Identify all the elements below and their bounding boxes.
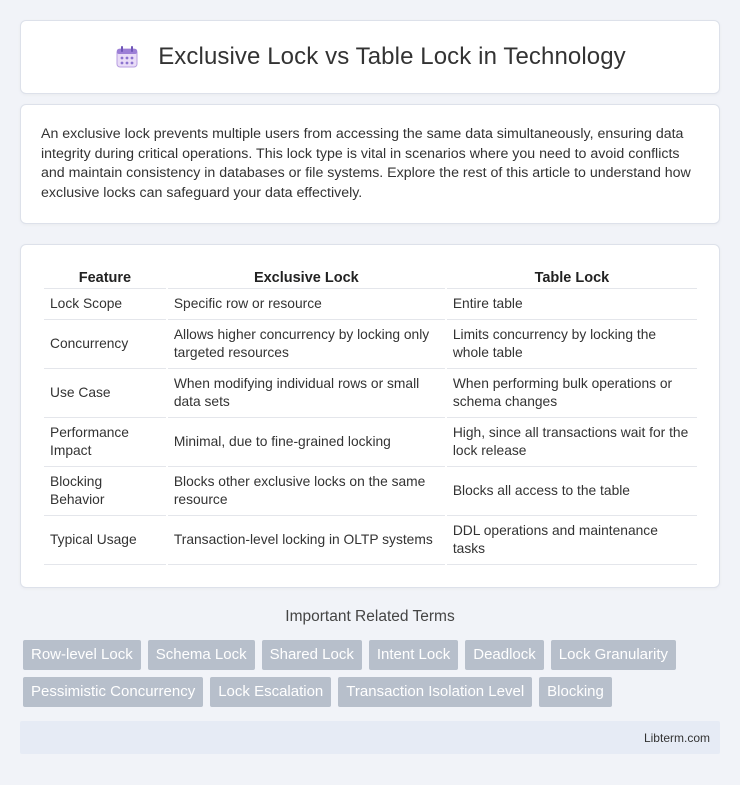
title-wrap: [114, 43, 626, 71]
calendar-icon: [114, 44, 140, 70]
table-cell: Performance Impact: [44, 418, 166, 467]
table-cell: Specific row or resource: [168, 289, 445, 320]
tag-intent-lock[interactable]: Intent Lock: [369, 640, 458, 670]
table-cell: Transaction-level locking in OLTP systems: [168, 516, 445, 565]
table-header-row: [44, 265, 697, 289]
comparison-table: [42, 265, 699, 565]
tag-pessimistic-concurrency[interactable]: Pessimistic Concurrency: [23, 677, 203, 707]
tag-schema-lock[interactable]: Schema Lock: [148, 640, 255, 670]
table-cell: Blocks all access to the table: [447, 467, 697, 516]
tag-row-level-lock[interactable]: Row-level Lock: [23, 640, 141, 670]
table-row: [44, 369, 697, 418]
header-card: [20, 20, 720, 94]
table-cell: When modifying individual rows or small data sets: [168, 369, 445, 418]
tag-lock-granularity[interactable]: Lock Granularity: [551, 640, 676, 670]
table-cell: Blocking Behavior: [44, 467, 166, 516]
column-header-table-lock: Table Lock: [447, 265, 697, 289]
tag-shared-lock[interactable]: Shared Lock: [262, 640, 362, 670]
table-cell: Typical Usage: [44, 516, 166, 565]
table-cell: High, since all transactions wait for the lock release: [447, 418, 697, 467]
table-cell: DDL operations and maintenance tasks: [447, 516, 697, 565]
tag-transaction-isolation-level[interactable]: Transaction Isolation Level: [338, 677, 532, 707]
footer: [20, 721, 720, 754]
column-header-feature: Feature: [44, 265, 166, 289]
table-cell: Entire table: [447, 289, 697, 320]
footer-site-name[interactable]: Libterm.com: [643, 730, 710, 745]
table-row: [44, 467, 697, 516]
table-cell: Lock Scope: [44, 289, 166, 320]
column-header-exclusive-lock: Exclusive Lock: [168, 265, 445, 289]
table-row: [44, 516, 697, 565]
related-terms-title: Important Related Terms: [285, 608, 455, 625]
comparison-card: [20, 244, 720, 588]
table-cell: Allows higher concurrency by locking only targeted resources: [168, 320, 445, 369]
intro-card: [20, 104, 720, 224]
table-cell: Minimal, due to fine-grained locking: [168, 418, 445, 467]
table-row: [44, 418, 697, 467]
table-cell: Use Case: [44, 369, 166, 418]
tag-deadlock[interactable]: Deadlock: [465, 640, 544, 670]
table-row: [44, 320, 697, 369]
table-cell: Blocks other exclusive locks on the same resource: [168, 467, 445, 516]
tag-row: [23, 677, 723, 707]
related-terms-tags: [23, 640, 723, 714]
tag-lock-escalation[interactable]: Lock Escalation: [210, 677, 331, 707]
table-cell: Concurrency: [44, 320, 166, 369]
page-title: Exclusive Lock vs Table Lock in Technology: [158, 43, 626, 70]
intro-text: An exclusive lock prevents multiple users from accessing the same data simultaneously, ensuring data integrity during critical operations. This lock type is vital in scenarios where you need to avoid conflicts and maintain consistency in databases or file systems. Explore the rest of this article to understand how exclusive locks can safeguard your data effectively.: [41, 126, 691, 201]
table-cell: When performing bulk operations or schema changes: [447, 369, 697, 418]
table-cell: Limits concurrency by locking the whole table: [447, 320, 697, 369]
tag-row: [23, 640, 723, 670]
table-row: [44, 289, 697, 320]
tag-blocking[interactable]: Blocking: [539, 677, 612, 707]
